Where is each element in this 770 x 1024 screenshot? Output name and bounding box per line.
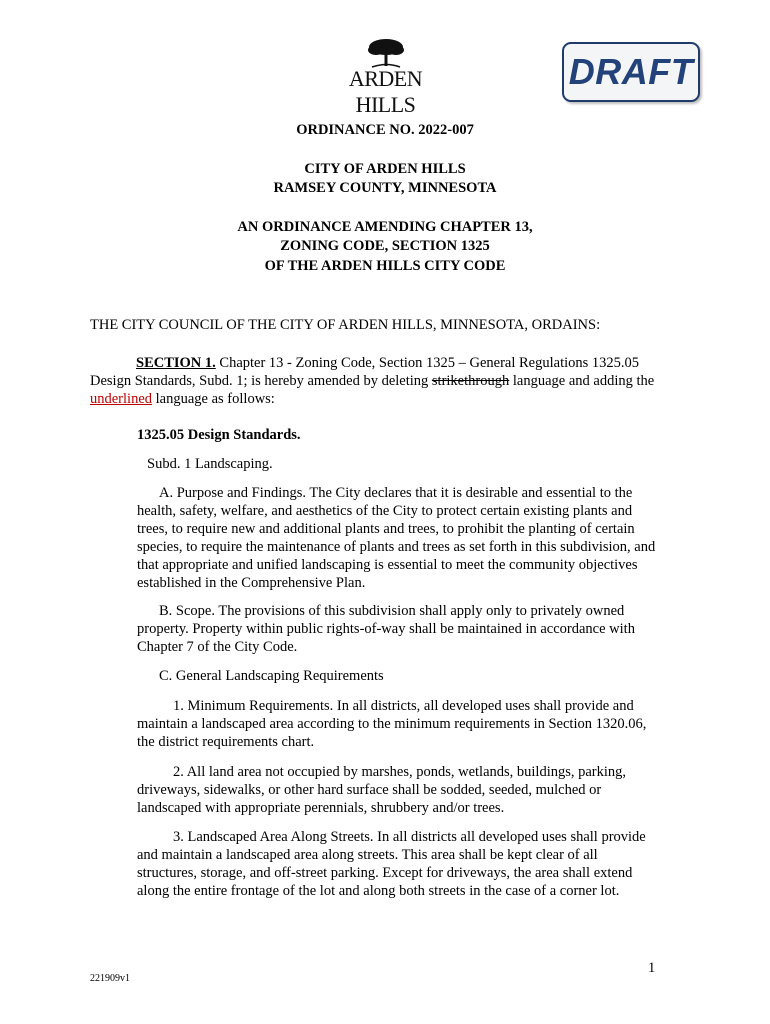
text-line: 3. Landscaped Area Along Streets. In all districts all developed uses shall provide <box>173 829 646 845</box>
ordains-statement: THE CITY COUNCIL OF THE CITY OF ARDEN HILLS, MINNESOTA, ORDAINS: <box>90 317 601 333</box>
text-line: A. Purpose and Findings. The City declares that it is desirable and essential to the <box>159 485 633 501</box>
section-label: SECTION 1. <box>136 355 216 371</box>
logo-text: ARDEN HILLS <box>348 66 423 117</box>
text-line: driveways, sidewalks, or other hard surface shall be sodded, seeded, mulched or <box>137 782 602 798</box>
county-name: RAMSEY COUNTY, MINNESOTA <box>273 180 497 196</box>
title-line-2: ZONING CODE, SECTION 1325 <box>280 238 490 254</box>
subd-1-heading: Subd. 1 Landscaping. <box>147 456 273 472</box>
text-line: property. Property within public rights-of-way shall be maintained in accordance with <box>137 621 635 637</box>
text-line: the district requirements chart. <box>137 734 315 750</box>
section-text-2: Design Standards, Subd. 1; is hereby amended by deleting <box>90 373 432 389</box>
text-line: trees, to require new and additional plants and trees, to prohibit the planting of certain <box>137 521 635 537</box>
section-text-1: Chapter 13 - Zoning Code, Section 1325 – General Regulations 1325.05 <box>215 355 640 371</box>
tree-icon <box>366 38 406 68</box>
draft-badge <box>562 42 700 102</box>
underlined-sample: underlined <box>90 391 153 407</box>
draft-badge-label: DRAFT <box>568 51 694 92</box>
paragraph-c-heading: C. General Landscaping Requirements <box>159 668 384 684</box>
text-line: and maintain a landscaped area along streets. This area shall be kept clear of all <box>137 847 598 863</box>
title-line-3: OF THE ARDEN HILLS CITY CODE <box>264 258 506 274</box>
text-line: species, to require the maintenance of plants and trees as set forth in this subdivision, and <box>137 539 656 555</box>
paragraph-c-3 <box>137 828 646 900</box>
text-line: 2. All land area not occupied by marshes, ponds, wetlands, buildings, parking, <box>173 764 627 780</box>
text-line: along the entire frontage of the lot and along both streets in the case of a corner lot. <box>137 883 620 899</box>
design-standards-heading: 1325.05 Design Standards. <box>137 427 301 443</box>
section-text-4: language as follows: <box>152 391 275 407</box>
city-name: CITY OF ARDEN HILLS <box>304 161 466 177</box>
text-line: health, safety, welfare, and aesthetics of the City to protect certain existing plants and <box>137 503 633 519</box>
section-text-3: language and adding the <box>509 373 655 389</box>
text-line: established in the Comprehensive Plan. <box>137 575 366 591</box>
title-line-1: AN ORDINANCE AMENDING CHAPTER 13, <box>237 219 533 235</box>
document-id: 221909v1 <box>90 973 130 984</box>
arden-hills-logo <box>318 38 453 117</box>
strikethrough-sample: strikethrough <box>431 373 510 389</box>
paragraph-b <box>137 602 635 656</box>
paragraph-c-1 <box>137 697 646 751</box>
text-line: B. Scope. The provisions of this subdivision shall apply only to privately owned <box>159 603 625 619</box>
page-number: 1 <box>648 960 656 976</box>
text-line: Chapter 7 of the City Code. <box>137 639 298 655</box>
text-line: 1. Minimum Requirements. In all districts, all developed uses shall provide and <box>173 698 634 714</box>
section-1-paragraph <box>90 354 690 408</box>
paragraph-a <box>137 484 655 592</box>
text-line: structures, storage, and off-street parking. Except for driveways, the area shall extend <box>137 865 633 881</box>
paragraph-c-2 <box>137 763 626 817</box>
text-line: that appropriate and unified landscaping is essential to meet the community objectives <box>137 557 638 573</box>
text-line: landscaped with appropriate perennials, shrubbery and/or trees. <box>137 800 505 816</box>
text-line: maintain a landscaped area according to the minimum requirements in Section 1320.06, <box>137 716 647 732</box>
ordinance-number: ORDINANCE NO. 2022-007 <box>296 122 474 138</box>
